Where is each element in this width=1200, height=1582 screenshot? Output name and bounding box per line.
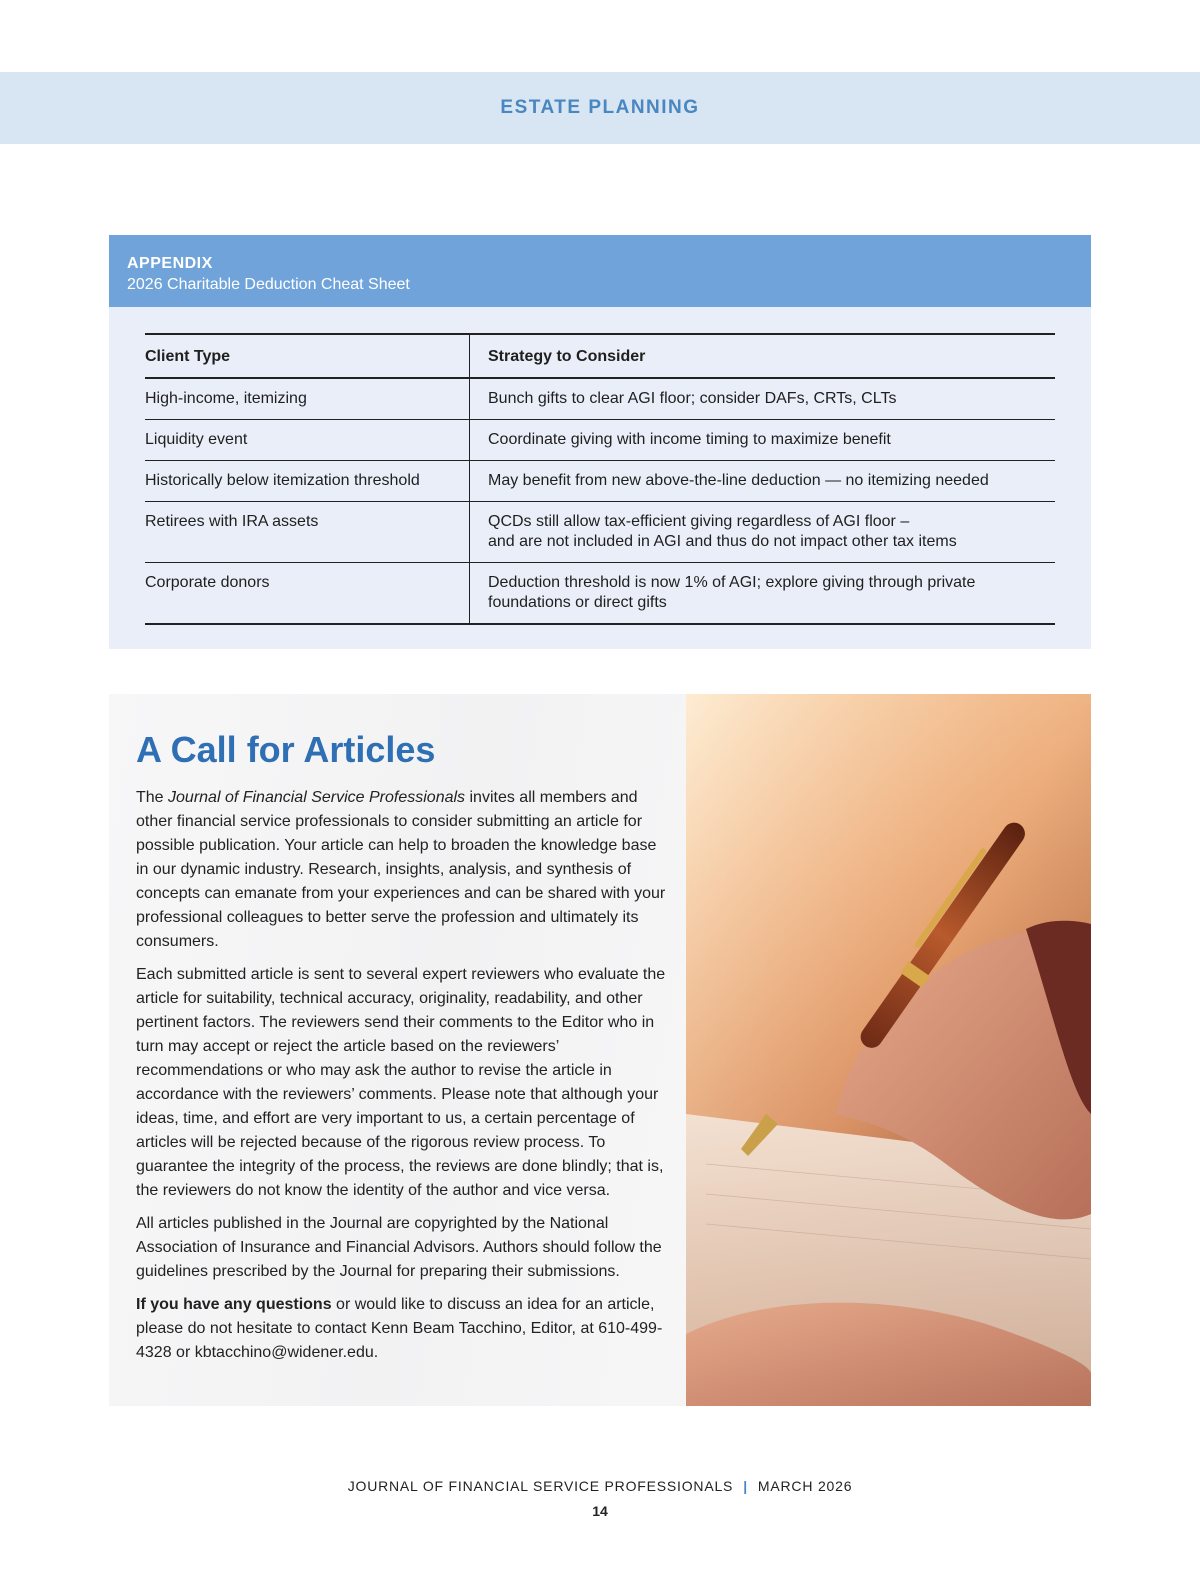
strategy-line: Bunch gifts to clear AGI floor; consider DAFs, CRTs, CLTs bbox=[488, 390, 897, 407]
strategy-cell bbox=[470, 378, 1056, 420]
footer-separator: | bbox=[743, 1478, 748, 1494]
paragraph-contact bbox=[136, 1293, 666, 1365]
questions-lead: If you have any questions bbox=[136, 1296, 332, 1313]
strategy-line: QCDs still allow tax-efficient giving regardless of AGI floor – bbox=[488, 513, 910, 530]
strategy-line: Deduction threshold is now 1% of AGI; explore giving through private bbox=[488, 574, 976, 591]
client-type-cell: Corporate donors bbox=[145, 563, 470, 625]
strategy-cell bbox=[470, 563, 1056, 625]
table-row bbox=[145, 378, 1055, 420]
strategy-cell bbox=[470, 420, 1056, 461]
column-header-strategy: Strategy to Consider bbox=[470, 334, 1056, 378]
appendix-header bbox=[109, 235, 1091, 307]
paragraph-review-process: Each submitted article is sent to several expert reviewers who evaluate the article for suitability, technical accuracy, originality, readability, and other pertinent factors. The reviewers send their comments to the Editor who in turn may accept or reject the article based on the reviewers’ recommendations or who may ask the author to revise the article in accordance with the reviewers’ comments. Please note that although your ideas, time, and effort are very important to us, a certain percentage of articles will be rejected because of the rigorous review process. To guarantee the integrity of the process, the reviews are done blindly; that is, the reviewers do not know the identity of the author and vice versa. bbox=[136, 966, 666, 1199]
table-header-row bbox=[145, 334, 1055, 378]
footer-date: MARCH 2026 bbox=[757, 1478, 853, 1494]
client-type-cell: Liquidity event bbox=[145, 420, 470, 461]
cheat-sheet-table bbox=[145, 333, 1055, 625]
journal-name: Journal of Financial Service Professionals bbox=[168, 789, 466, 806]
strategy-cell bbox=[470, 461, 1056, 502]
strategy-line: foundations or direct gifts bbox=[488, 594, 667, 611]
appendix-subtitle: 2026 Charitable Deduction Cheat Sheet bbox=[127, 276, 410, 293]
table-row bbox=[145, 461, 1055, 502]
footer-journal: JOURNAL OF FINANCIAL SERVICE PROFESSIONALS bbox=[347, 1478, 734, 1494]
table-row bbox=[145, 563, 1055, 625]
writing-hand-photo bbox=[686, 694, 1091, 1406]
contact-text: or would like to discuss an idea for an article, please do not hesitate to contact Kenn Beam Tacchino, Editor, at 610-499-4328 or kbtacchino@widener.edu. bbox=[136, 1296, 663, 1361]
call-for-articles-panel bbox=[109, 694, 1091, 1406]
text-span: The bbox=[136, 789, 169, 806]
strategy-line: Coordinate giving with income timing to maximize benefit bbox=[488, 431, 891, 448]
section-header bbox=[0, 72, 1200, 144]
paragraph-invite bbox=[136, 786, 666, 954]
appendix-kicker: APPENDIX bbox=[127, 255, 213, 272]
section-title: ESTATE PLANNING bbox=[500, 97, 700, 118]
client-type-cell: Retirees with IRA assets bbox=[145, 502, 470, 563]
strategy-line: May benefit from new above-the-line deduction — no itemizing needed bbox=[488, 472, 989, 489]
strategy-cell bbox=[470, 502, 1056, 563]
paragraph-copyright: All articles published in the Journal are copyrighted by the National Association of Insurance and Financial Advisors. Authors should follow the guidelines prescribed by the Journal for preparing their submissions. bbox=[136, 1215, 662, 1280]
call-for-articles-text bbox=[136, 728, 666, 1374]
call-for-articles-title: A Call for Articles bbox=[136, 729, 436, 770]
page-number: 14 bbox=[592, 1503, 608, 1519]
client-type-cell: High-income, itemizing bbox=[145, 378, 470, 420]
pen-and-hand-illustration bbox=[686, 694, 1091, 1406]
table-row bbox=[145, 420, 1055, 461]
appendix-box bbox=[109, 235, 1091, 649]
column-header-client-type: Client Type bbox=[145, 334, 470, 378]
text-span: invites all members and other financial service professionals to consider submitting an article for possible publication. Your article can help to broaden the knowledge base in our dynamic industry. Research, insights, analysis, and synthesis of concepts can emanate from your experiences and can be shared with your professional colleagues to better serve the profession and ultimately its consumers. bbox=[136, 789, 666, 950]
client-type-cell: Historically below itemization threshold bbox=[145, 461, 470, 502]
strategy-line: and are not included in AGI and thus do not impact other tax items bbox=[488, 533, 957, 550]
table-row bbox=[145, 502, 1055, 563]
page-footer bbox=[0, 1478, 1200, 1494]
